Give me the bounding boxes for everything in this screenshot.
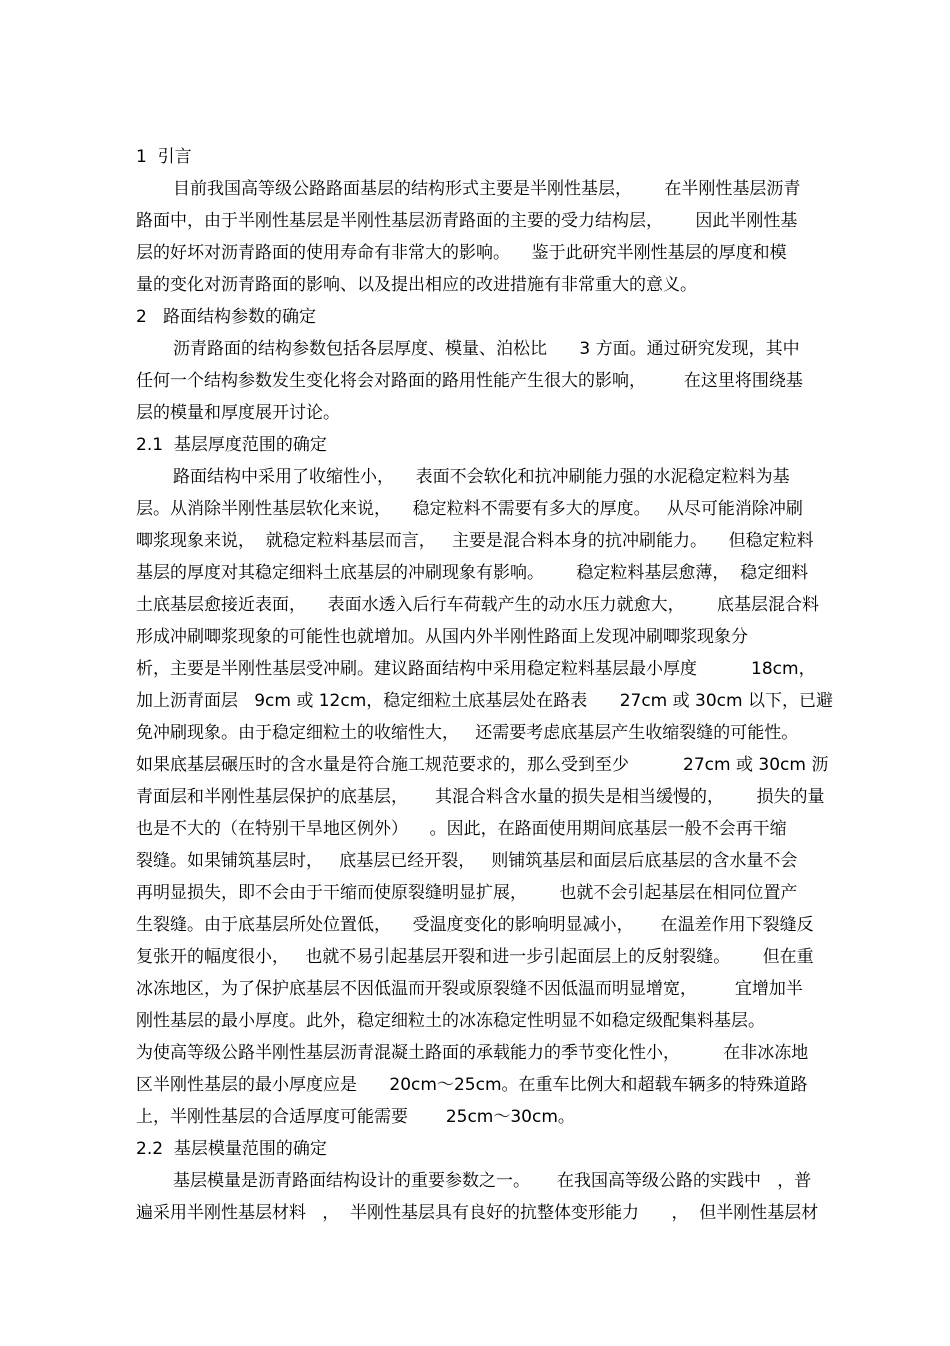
paragraph-line: 生裂缝。由于底基层所处位置低， 受温度变化的影响明显减小， 在温差作用下裂缝反 [136,915,814,935]
paragraph-line: 复张开的幅度很小， 也就不易引起基层开裂和进一步引起面层上的反射裂缝。 但在重 [136,947,814,967]
paragraph-line: 量的变化对沥青路面的影响、以及提出相应的改进措施有非常重大的意义。 [136,275,697,295]
paragraph-line: 刚性基层的最小厚度。此外，稳定细粒土的冰冻稳定性明显不如稳定级配集料基层。 [136,1011,765,1031]
paragraph-line: 为使高等级公路半刚性基层沥青混凝土路面的承载能力的季节变化性小， 在非冰冻地 [136,1043,809,1063]
paragraph-line: 目前我国高等级公路路面基层的结构形式主要是半刚性基层， 在半刚性基层沥青 [173,179,801,199]
paragraph-line: 冰冻地区，为了保护底基层不因低温而开裂或原裂缝不因低温而明显增宽， 宜增加半 [136,979,803,999]
paragraph-line: 层的模量和厚度展开讨论。 [136,403,340,423]
heading-structure-parameters: 2 路面结构参数的确定 [136,307,317,327]
paragraph-line: 再明显损失，即不会由于干缩而使原裂缝明显扩展， 也就不会引起基层在相同位置产 [136,883,798,903]
heading-introduction: 1 引言 [136,147,192,167]
paragraph-line: 免冲刷现象。由于稳定细粒土的收缩性大， 还需要考虑底基层产生收缩裂缝的可能性。 [136,723,799,743]
heading-thickness-range: 2.1 基层厚度范围的确定 [136,435,327,455]
paragraph-line: 青面层和半刚性基层保护的底基层， 其混合料含水量的损失是相当缓慢的， 损失的量 [136,787,825,807]
paragraph-line: 路面结构中采用了收缩性小， 表面不会软化和抗冲刷能力强的水泥稳定粒料为基 [173,467,790,487]
paragraph-line: 上，半刚性基层的合适厚度可能需要 25cm～30cm。 [136,1107,575,1127]
heading-modulus-range: 2.2 基层模量范围的确定 [136,1139,327,1159]
paragraph-line: 基层的厚度对其稳定细料土底基层的冲刷现象有影响。 稳定粒料基层愈薄， 稳定细料 [136,563,809,583]
paragraph-line: 层。从消除半刚性基层软化来说， 稳定粒料不需要有多大的厚度。 从尽可能消除冲刷 [136,499,803,519]
paragraph-line: 层的好坏对沥青路面的使用寿命有非常大的影响。 鉴于此研究半刚性基层的厚度和模 [136,243,787,263]
paragraph-line: 路面中，由于半刚性基层是半刚性基层沥青路面的主要的受力结构层， 因此半刚性基 [136,211,798,231]
paragraph-line: 任何一个结构参数发生变化将会对路面的路用性能产生很大的影响， 在这里将围绕基 [136,371,803,391]
paragraph-line: 形成冲刷唧浆现象的可能性也就增加。从国内外半刚性路面上发现冲刷唧浆现象分 [136,627,748,647]
paragraph-line: 裂缝。如果铺筑基层时， 底基层已经开裂， 则铺筑基层和面层后底基层的含水量不会 [136,851,798,871]
paragraph-line: 如果底基层碾压时的含水量是符合施工规范要求的，那么受到至少 27cm 或 30cm 沥 [136,755,829,775]
paragraph-line: 唧浆现象来说， 就稳定粒料基层而言， 主要是混合料本身的抗冲刷能力。 但稳定粒料 [136,531,814,551]
paragraph-line: 土底基层愈接近表面， 表面水透入后行车荷载产生的动水压力就愈大， 底基层混合料 [136,595,820,615]
paragraph-line: 也是不大的（在特别干旱地区例外） 。因此，在路面使用期间底基层一般不会再干缩 [136,819,787,839]
paragraph-line: 遍采用半刚性基层材料 ， 半刚性基层具有良好的抗整体变形能力 ， 但半刚性基层材 [136,1203,819,1223]
paragraph-line: 沥青路面的结构参数包括各层厚度、模量、泊松比 3 方面。通过研究发现，其中 [173,339,800,359]
paragraph-line: 基层模量是沥青路面结构设计的重要参数之一。 在我国高等级公路的实践中 ，普 [173,1171,812,1191]
paragraph-line: 区半刚性基层的最小厚度应是 20cm～25cm。在重车比例大和超载车辆多的特殊道路 [136,1075,808,1095]
paragraph-line: 加上沥青面层 9cm 或 12cm，稳定细粒土底基层处在路表 27cm 或 30cm 以下，已避 [136,691,833,711]
paragraph-line: 析，主要是半刚性基层受冲刷。建议路面结构中采用稳定粒料基层最小厚度 18cm， [136,659,816,679]
